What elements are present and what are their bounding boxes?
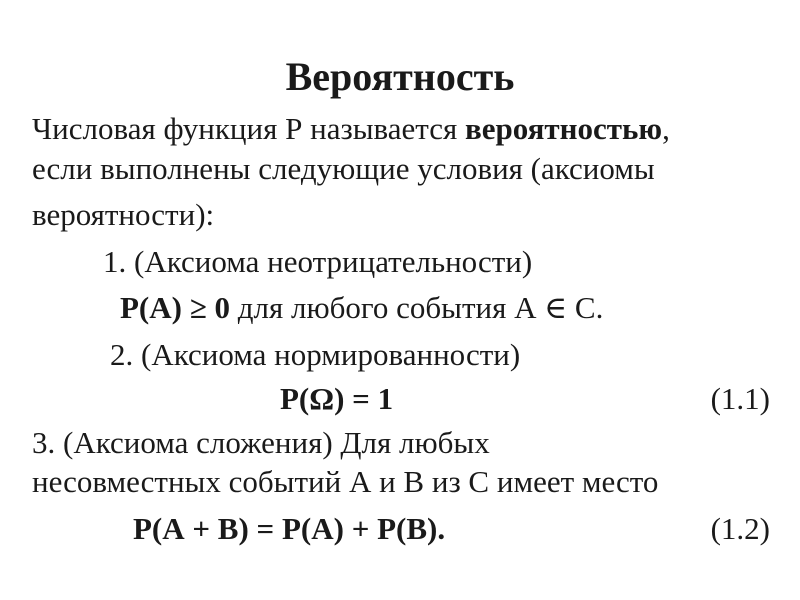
intro-line-3: вероятности):: [32, 197, 215, 232]
slide-title: Вероятность: [285, 54, 515, 99]
axiom1-heading: 1. (Аксиома неотрицательности): [103, 244, 533, 279]
axiom3-formula: Р(А + В) = Р(А) + Р(В).: [133, 511, 446, 546]
intro-line-1: [32, 110, 670, 148]
equation-number-2: (1.2): [710, 511, 770, 546]
axiom3-line-1: 3. (Аксиома сложения) Для любых: [32, 425, 490, 460]
intro-line-2: если выполнены следующие условия (аксиомы: [32, 151, 655, 186]
axiom1-formula: Р(А) ≥ 0: [120, 290, 230, 325]
axiom2-formula: Р(Ω) = 1: [280, 381, 394, 416]
intro-comma: ,: [662, 111, 670, 146]
equation-number-1: (1.1): [710, 381, 770, 416]
axiom3-line-2: несовместных событий А и В из С имеет место: [32, 464, 659, 499]
axiom1-text: для любого события А ∈ С.: [229, 290, 604, 325]
intro-bold-term: вероятностью: [464, 111, 663, 146]
intro-text: Числовая функция Р называется: [32, 111, 465, 146]
axiom2-heading: 2. (Аксиома нормированности): [110, 337, 521, 372]
axiom1-statement: [120, 289, 603, 327]
